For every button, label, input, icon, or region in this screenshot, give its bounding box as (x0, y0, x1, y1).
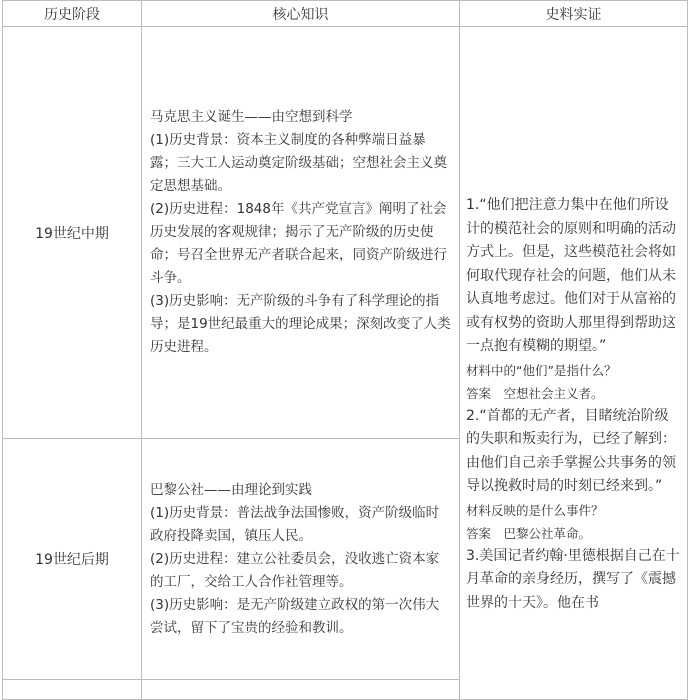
evidence-answer: 答案 巴黎公社革命。 (466, 525, 592, 541)
stage-cell: 19世纪中期 (3, 27, 142, 439)
evidence-answer: 答案 空想社会主义者。 (466, 385, 604, 401)
evidence-question: 材料反映的是什么事件？ (466, 502, 604, 518)
evidence-question: 材料中的“他们”是指什么？ (466, 362, 617, 378)
knowledge-cell (142, 439, 460, 680)
history-table (2, 0, 688, 700)
knowledge-item: (2)历史进程：1848年《共产党宣言》阐明了社会历史发展的客观规律；揭示了无产阶级的历史使命；号召全世界无产者联合起来，同资产阶级进行斗争。 (150, 201, 447, 286)
knowledge-item: (1)历史背景：普法战争法国惨败，资产阶级临时政府投降卖国，镇压人民。 (150, 504, 440, 544)
knowledge-cell (142, 27, 460, 439)
evidence-text: 1.“他们把注意力集中在他们所设计的模范社会的原则和明确的活动方式上。但是，这些模范社会将如何取代现存社会的问题，他们从未认真地考虑过。他们对于从富裕的或有权势的资助人那里得到帮助这一点抱有模糊的期望。” (466, 197, 676, 354)
evidence-text: 3.美国记者约翰·里德根据自己在十月革命的亲身经历，撰写了《震撼世界的十天》。他在书 (466, 547, 680, 611)
evidence-cell (460, 27, 688, 700)
table-row (3, 27, 688, 439)
knowledge-item: (3)历史影响：是无产阶级建立政权的第一次伟大尝试，留下了宝贵的经验和教训。 (150, 596, 440, 636)
stage-cell: 19世纪后期 (3, 439, 142, 680)
empty-cell (142, 680, 460, 700)
header-stage: 历史阶段 (3, 1, 142, 27)
knowledge-item: (2)历史进程：建立公社委员会，没收逃亡资本家的工厂，交给工人合作社管理等。 (150, 550, 440, 590)
knowledge-item: (1)历史背景：资本主义制度的各种弊端日益暴露；三大工人运动奠定阶级基础；空想社会主义奠定思想基础。 (150, 132, 447, 194)
knowledge-title: 巴黎公社——由理论到实践 (150, 481, 312, 498)
empty-cell (3, 680, 142, 700)
header-row (3, 1, 688, 27)
header-evidence: 史料实证 (460, 1, 688, 27)
knowledge-title: 马克思主义诞生——由空想到科学 (150, 109, 353, 125)
knowledge-item: (3)历史影响：无产阶级的斗争有了科学理论的指导；是19世纪最重大的理论成果；深刻改变了人类历史进程。 (150, 293, 451, 355)
header-knowledge: 核心知识 (142, 1, 460, 27)
evidence-text: 2.“首都的无产者，目睹统治阶级的失职和叛卖行为，已经了解到：由他们自己亲手掌握公共事务的领导以挽救时局的时刻已经来到。” (466, 407, 676, 494)
